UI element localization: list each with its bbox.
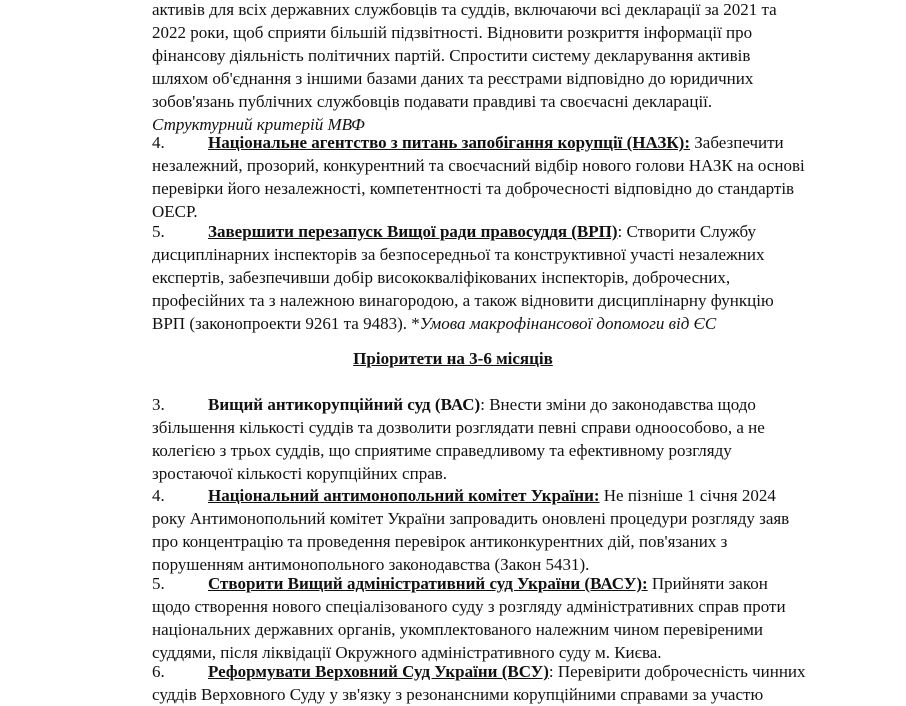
text-line: про концентрацію та проведення перевірок антиконкурентних дій, пов'язаних з (152, 532, 728, 551)
item-title: Реформувати Верховний Суд України (ВСУ) (208, 662, 549, 681)
item-first-line (152, 220, 792, 243)
text-line: зростаючої кількості корупційних справ. (152, 464, 448, 483)
text-line: зобов'язань публічних службовців подавати правдиві та своєчасні декларації. (152, 92, 713, 111)
item-anticorruption-court (152, 393, 792, 485)
text-line: суддями, після ліквідації Окружного адміністративного суду м. Києва. (152, 643, 662, 662)
item-title: Вищий антикорупційний суд (ВАС) (208, 395, 481, 414)
imf-criterion-note: Структурний критерій МВФ (152, 115, 365, 134)
item-first-line (152, 393, 792, 416)
text-line: порушенням антимонопольного законодавства (Закон 5431). (152, 555, 590, 574)
item-last-line (152, 312, 792, 335)
item-number: 3. (152, 395, 165, 414)
item-number: 5. (152, 574, 165, 593)
section-heading: Пріоритети на 3-6 місяців (353, 349, 553, 368)
text-line: незалежний, прозорий, конкурентний та своєчасний відбір нового голови НАЗК на основі (152, 156, 805, 175)
item-title: Створити Вищий адміністративний суд України (ВАСУ): (208, 574, 648, 593)
item-title: Національне агентство з питань запобігання корупції (НАЗК): (208, 133, 691, 152)
item-first-line (152, 660, 806, 683)
item-antimonopoly-committee (152, 484, 792, 576)
text-line: суддів Верховного Суду у зв'язку з резонансними корупційними справами за участю (152, 685, 764, 704)
item-text: : Перевірити доброчесність чинних (548, 662, 806, 681)
item-number: 4. (152, 486, 165, 505)
item-number: 6. (152, 662, 165, 681)
text-line: шляхом об'єднання з іншими базами даних та реєстрами відповідно до юридичних (152, 69, 754, 88)
item-text: Не пізніше 1 січня 2024 (599, 486, 776, 505)
text-line: експертів, забезпечивши добір висококваліфікованих інспекторів, доброчесних, (152, 268, 731, 287)
text-line: професійних та з належною винагородою, а також відновити дисциплінарну функцію (152, 291, 774, 310)
item-text: : Внести зміни до законодавства щодо (480, 395, 756, 414)
text-line: збільшення кількості суддів та дозволити розглядати певні справи одноособово, а не (152, 418, 765, 437)
item-nazk (152, 131, 805, 223)
item-first-line (152, 131, 792, 154)
item-first-line (152, 572, 792, 595)
item-text: Прийняти закон (647, 574, 768, 593)
item-administrative-court (152, 572, 792, 664)
item-text: : Створити Службу (617, 222, 756, 241)
item-text: ВРП (законопроекти 9261 та 9483). * (152, 314, 420, 333)
text-line: дисциплінарних інспекторів за безпосередньої та конструктивної участі незалежних (152, 245, 765, 264)
item-supreme-court (152, 660, 806, 706)
text-line: національних державних органів, укомплектованого належним чином перевіреними (152, 620, 763, 639)
item-title: Завершити перезапуск Вищої ради правосуддя (ВРП) (208, 222, 618, 241)
text-line: щодо створення нового спеціалізованого суду з розгляду адміністративних справ проти (152, 597, 786, 616)
item-vrp (152, 220, 792, 335)
text-line: колегією з трьох суддів, що сприятиме справедливому та ефективному розгляду (152, 441, 732, 460)
item-number: 4. (152, 133, 165, 152)
text-line: активів для всіх державних службовців та суддів, включаючи всі декларації за 2021 та (152, 0, 777, 19)
text-line: 2022 роки, щоб сприяти більшій підзвітності. Відновити розкриття інформації про (152, 23, 753, 42)
paragraph-asset-declarations (152, 0, 792, 136)
item-title: Національний антимонопольний комітет України: (208, 486, 600, 505)
text-line: перевірки його незалежності, компетентності та доброчесності відповідно до стандартів (152, 179, 795, 198)
item-first-line (152, 484, 792, 507)
eu-condition-note: Умова макрофінансової допомоги від ЄС (419, 314, 717, 333)
text-line: року Антимонопольний комітет України запровадить оновлені процедури розгляду заяв (152, 509, 790, 528)
item-text: Забезпечити (690, 133, 784, 152)
item-number: 5. (152, 222, 165, 241)
text-line: ОЕСР. (152, 202, 198, 221)
text-line: фінансову діяльність політичних партій. Спростити систему декларування активів (152, 46, 751, 65)
